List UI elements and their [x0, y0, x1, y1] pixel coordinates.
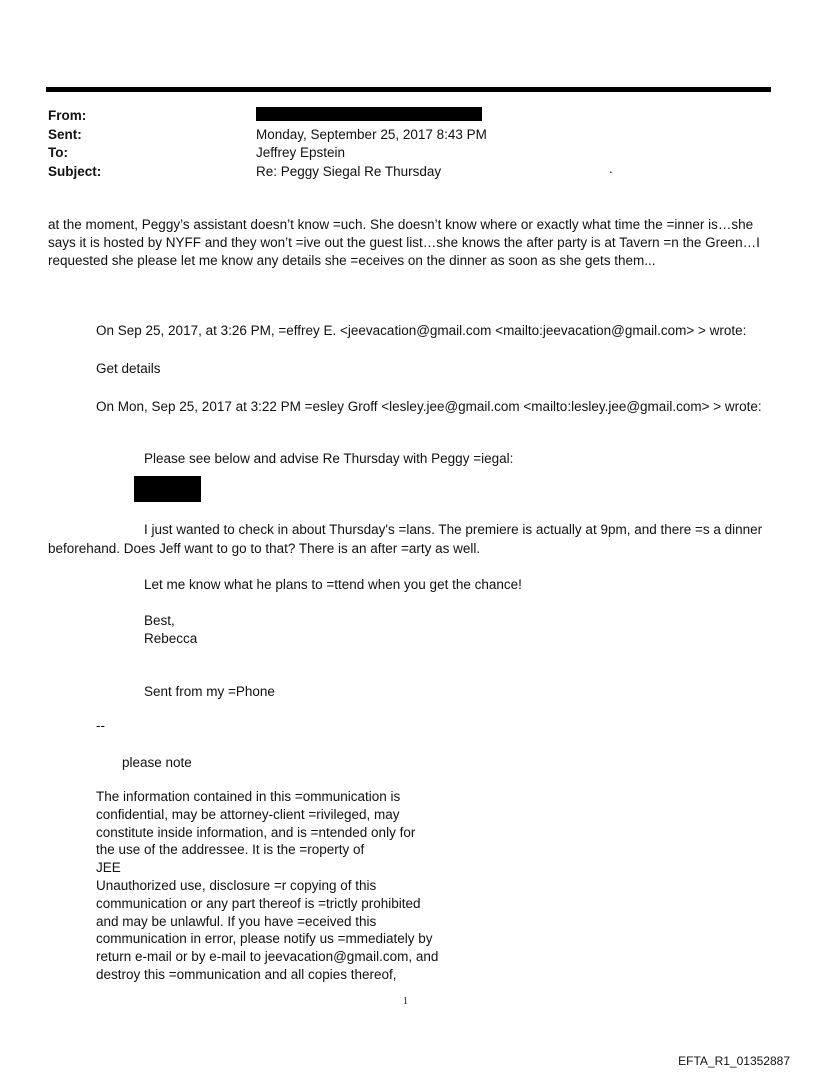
- disclaimer-line: destroy this =ommunication and all copies thereof,: [96, 966, 397, 982]
- quoted-text-get-details: Get details: [96, 361, 161, 376]
- disclaimer-line: and may be unlawful. If you have =eceived this: [96, 913, 377, 929]
- subject-label: Subject:: [48, 163, 102, 179]
- from-label: From:: [48, 108, 87, 123]
- disclaimer-line: return e-mail or by e-mail to jeevacation@gmail.com, and: [96, 949, 439, 965]
- sent-from-phone: Sent from my =Phone: [144, 684, 275, 699]
- to-label: To:: [48, 145, 68, 160]
- disclaimer-line: the use of the addressee. It is the =roperty of: [96, 842, 365, 858]
- sent-label: Sent:: [48, 126, 82, 142]
- header-rule: [46, 87, 771, 92]
- please-note: please note: [122, 755, 192, 770]
- body-line: says it is hosted by NYFF and they won’t =ive out the guest list…she knows the after party is at Tavern =n the Green…I: [48, 235, 760, 250]
- page-number: 1: [403, 996, 408, 1007]
- to-value: Jeffrey Epstein: [256, 145, 346, 160]
- disclaimer-line: Unauthorized use, disclosure =r copying of this: [96, 877, 377, 893]
- check-in-line-1: I just wanted to check in about Thursday's =lans. The premiere is actually at 9pm, and there =s a dinner: [144, 522, 763, 537]
- quoted-header-1: On Sep 25, 2017, at 3:26 PM, =effrey E. <jeevacation@gmail.com <mailto:jeevacation@gmail.com> > wrote:: [96, 323, 747, 338]
- to-row: [48, 144, 487, 163]
- subject-row: [48, 163, 487, 182]
- disclaimer-line: JEE: [96, 860, 121, 876]
- sent-value: Monday, September 25, 2017 8:43 PM: [256, 126, 487, 142]
- advise-line: Please see below and advise Re Thursday with Peggy =iegal:: [144, 451, 514, 466]
- redaction-box-name: [134, 476, 201, 502]
- separator-dashes: --: [96, 718, 105, 733]
- disclaimer-line: communication or any part thereof is =trictly prohibited: [96, 895, 421, 911]
- document-id-footer: EFTA_R1_01352887: [678, 1054, 790, 1068]
- signoff-name: Rebecca: [144, 631, 198, 646]
- body-line: at the moment, Peggy’s assistant doesn’t know =uch. She doesn’t know where or exactly what time the =inner is…she: [48, 217, 754, 232]
- check-in-line-2: beforehand. Does Jeff want to go to that? There is an after =arty as well.: [48, 541, 481, 556]
- redaction-bar-sender: [256, 107, 482, 121]
- stray-dot: .: [609, 161, 613, 176]
- disclaimer-block: [96, 788, 438, 984]
- body-line: requested she please let me know any details she =eceives on the dinner as soon as she gets them...: [48, 253, 656, 268]
- signoff-best: Best,: [144, 613, 175, 628]
- disclaimer-line: communication in error, please notify us =mmediately by: [96, 931, 433, 947]
- subject-value: Re: Peggy Siegal Re Thursday: [256, 163, 442, 179]
- sent-row: [48, 126, 487, 145]
- quoted-header-2: On Mon, Sep 25, 2017 at 3:22 PM =esley Groff <lesley.jee@gmail.com <mailto:lesley.jee@gmail.com> > wrote:: [96, 399, 762, 414]
- disclaimer-line: confidential, may be attorney-client =rivileged, may: [96, 806, 400, 822]
- let-me-know-line: Let me know what he plans to =ttend when you get the chance!: [144, 577, 522, 592]
- disclaimer-line: The information contained in this =ommunication is: [96, 789, 401, 804]
- body-paragraph: [48, 216, 778, 270]
- disclaimer-line: constitute inside information, and is =ntended only for: [96, 824, 416, 840]
